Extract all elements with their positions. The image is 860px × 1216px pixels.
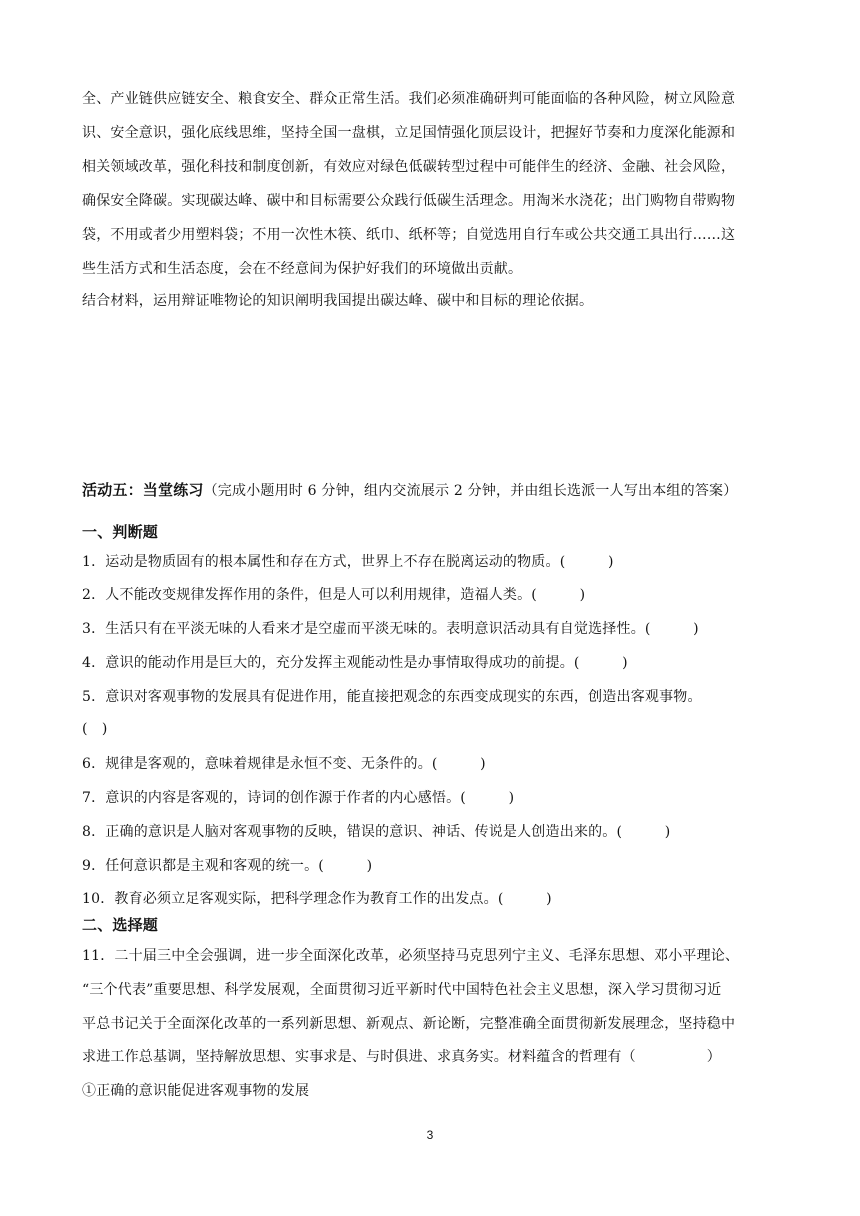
page-number: 3 — [426, 1128, 434, 1142]
activity-header — [82, 480, 737, 501]
material-line: 些生活方式和生活态度，会在不经意间为保护好我们的环境做出贡献。 — [82, 261, 523, 277]
choice-option: ①正确的意识能促进客观事物的发展 — [82, 1083, 310, 1099]
activity-note: （完成小题用时 6 分钟，组内交流展示 2 分钟，并由组长选派一人写出本组的答案） — [203, 483, 738, 499]
judgment-heading: 一、判断题 — [82, 523, 159, 541]
activity-title: 活动五：当堂练习 — [82, 481, 204, 499]
judgment-item: 10．教育必须立足客观实际，把科学理念作为教育工作的出发点。( ) — [82, 891, 552, 907]
choice-heading: 二、选择题 — [82, 916, 159, 934]
judgment-item: 6．规律是客观的，意味着规律是永恒不变、无条件的。( ) — [82, 756, 486, 772]
material-question: 结合材料，运用辩证唯物论的知识阐明我国提出碳达峰、碳中和目标的理论依据。 — [82, 293, 594, 309]
judgment-item-continuation: ( ) — [82, 721, 108, 737]
judgment-item: 8．正确的意识是人脑对客观事物的反映，错误的意识、神话、传说是人创造出来的。( ) — [82, 824, 671, 840]
judgment-item: 7．意识的内容是客观的，诗词的创作源于作者的内心感悟。( ) — [82, 790, 515, 806]
material-line: 确保安全降碳。实现碳达峰、碳中和目标需要公众践行低碳生活理念。用淘米水浇花；出门购物自带购物 — [82, 193, 736, 209]
material-line: 识、安全意识，强化底线思维，坚持全国一盘棋，立足国情强化顶层设计，把握好节奏和力度深化能源和 — [82, 125, 736, 141]
judgment-item: 2．人不能改变规律发挥作用的条件，但是人可以利用规律，造福人类。( ) — [82, 587, 586, 603]
judgment-item: 9．任何意识都是主观和客观的统一。( ) — [82, 858, 373, 874]
choice-question-line: 求进工作总基调，坚持解放思想、实事求是、与时俱进、求真务实。材料蕴含的哲理有（ ） — [82, 1049, 721, 1065]
choice-question-line: “三个代表”重要思想、科学发展观，全面贯彻习近平新时代中国特色社会主义思想，深入学习贯彻习近 — [82, 982, 722, 998]
judgment-item: 3．生活只有在平淡无味的人看来才是空虚而平淡无味的。表明意识活动具有自觉选择性。( ) — [82, 621, 699, 637]
choice-question-line: 11．二十届三中全会强调，进一步全面深化改革，必须坚持马克思列宁主义、毛泽东思想、邓小平理论、 — [82, 948, 740, 964]
choice-question-line: 平总书记关于全面深化改革的一系列新思想、新观点、新论断，完整准确全面贯彻新发展理念，坚持稳中 — [82, 1016, 736, 1032]
material-line: 袋，不用或者少用塑料袋；不用一次性木筷、纸巾、纸杯等；自觉选用自行车或公共交通工具出行……这 — [82, 227, 736, 243]
material-line: 全、产业链供应链安全、粮食安全、群众正常生活。我们必须准确研判可能面临的各种风险，树立风险意 — [82, 91, 736, 107]
material-line: 相关领域改革，强化科技和制度创新，有效应对绿色低碳转型过程中可能伴生的经济、金融、社会风险， — [82, 159, 736, 175]
judgment-item: 4．意识的能动作用是巨大的，充分发挥主观能动性是办事情取得成功的前提。( ) — [82, 655, 628, 671]
judgment-item: 5．意识对客观事物的发展具有促进作用，能直接把观念的东西变成现实的东西，创造出客观事物。 — [82, 689, 702, 705]
judgment-item: 1．运动是物质固有的根本属性和存在方式，世界上不存在脱离运动的物质。( ) — [82, 554, 614, 570]
